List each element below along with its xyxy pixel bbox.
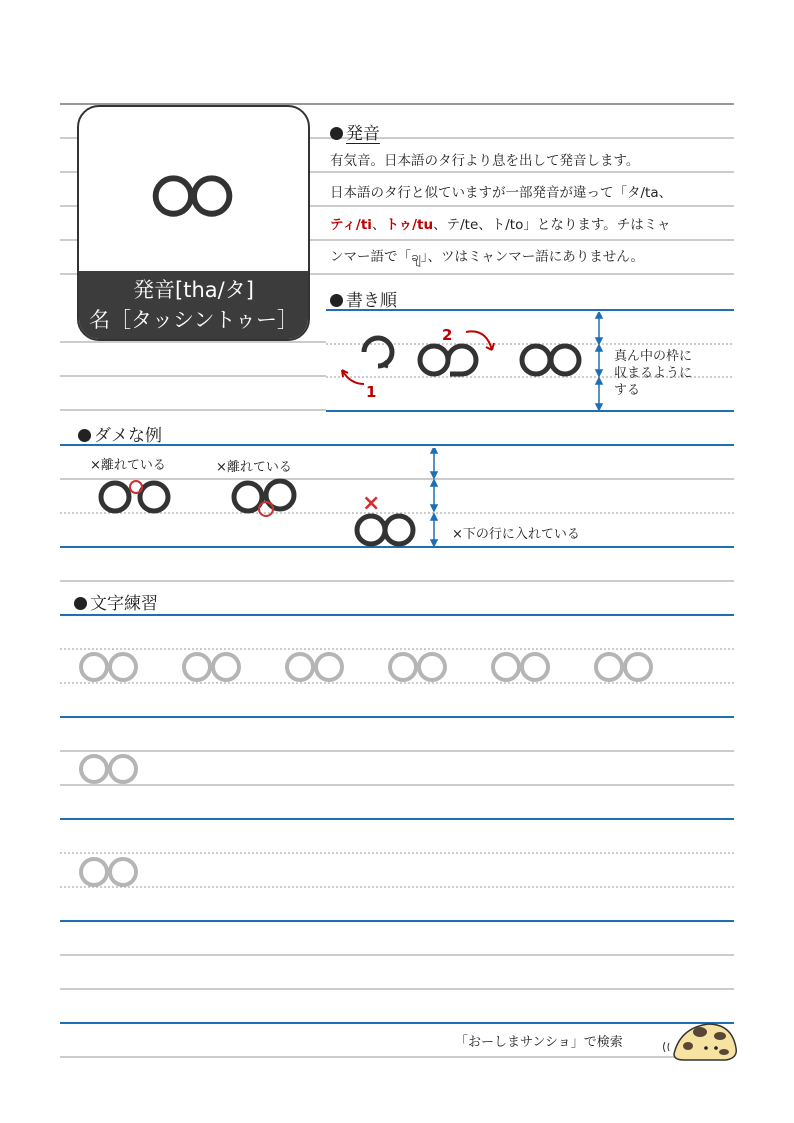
error-circle-icon — [259, 502, 273, 516]
stroke-step-1-glyph — [364, 338, 392, 366]
trace-glyph[interactable] — [81, 654, 136, 680]
trace-glyph[interactable] — [390, 654, 445, 680]
bad-example-3-glyph — [357, 516, 413, 544]
stroke-order-note: 真ん中の枠に 収まるように する — [614, 349, 693, 398]
trace-glyph[interactable] — [184, 654, 239, 680]
height-arrows-icon — [596, 312, 602, 410]
trace-glyph[interactable] — [287, 654, 342, 680]
stroke-order-heading: 書き順 — [330, 286, 397, 311]
pronunciation-line-2: 日本語のタ行と似ていますが一部発音が違って「タ/ta、 — [330, 185, 673, 201]
bad-example-1-glyph — [101, 483, 168, 511]
error-circle-icon — [130, 481, 142, 493]
pronunciation-line-3: ティ/ti、トゥ/tu、テ/te、ト/to」となります。チはミャ — [330, 217, 671, 233]
bullet-dot-icon — [78, 429, 91, 442]
bad-example-label-3: ×下の行に入れている — [452, 527, 580, 542]
bad-example-2-glyph — [234, 481, 294, 511]
step-1-number: 1 — [366, 383, 377, 401]
highlight-tu: トゥ/tu — [385, 217, 434, 233]
practice-heading: 文字練習 — [74, 589, 158, 614]
bullet-dot-icon — [74, 597, 87, 610]
bad-example-label-1: ×離れている — [90, 458, 166, 473]
practice-trace-glyphs — [70, 640, 670, 900]
bad-example-label-2: ×離れている — [216, 460, 292, 475]
step-2-number: 2 — [442, 326, 453, 344]
highlight-ti: ティ/ti — [330, 217, 372, 233]
x-mark-icon: × — [362, 491, 381, 516]
bullet-dot-icon — [330, 294, 343, 307]
footer-search-text: 「おーしまサンショ」で検索 — [455, 1035, 623, 1050]
card-pronunciation-label: 発音[tha/タ] — [133, 278, 254, 302]
stroke-step-2-glyph — [420, 346, 476, 374]
card-glyph-drawing — [79, 149, 308, 249]
pronunciation-line-1: 有気音。日本語のタ行より息を出して発音します。 — [330, 153, 640, 169]
trace-glyph[interactable] — [493, 654, 548, 680]
bad-examples-diagram — [90, 448, 450, 550]
myanmar-cha-glyph: ချ — [411, 249, 421, 265]
character-card — [77, 105, 310, 341]
pronunciation-heading: 発音 — [330, 119, 380, 144]
bad-examples-heading: ダメな例 — [78, 421, 162, 446]
trace-glyph[interactable] — [81, 756, 136, 782]
stroke-order-diagram — [326, 312, 626, 410]
pronunciation-line-4: ンマー語で「ချ」、ツはミャンマー語にありません。 — [330, 249, 645, 265]
stroke-step-3-glyph — [522, 346, 579, 374]
bullet-dot-icon — [330, 127, 343, 140]
mascot-salamander-icon — [660, 1014, 740, 1064]
card-caption-band — [79, 271, 308, 339]
height-arrows-icon — [431, 448, 437, 546]
trace-glyph[interactable] — [81, 859, 136, 885]
trace-glyph[interactable] — [596, 654, 651, 680]
card-name-label: 名［タッシントゥー］ — [89, 308, 298, 332]
